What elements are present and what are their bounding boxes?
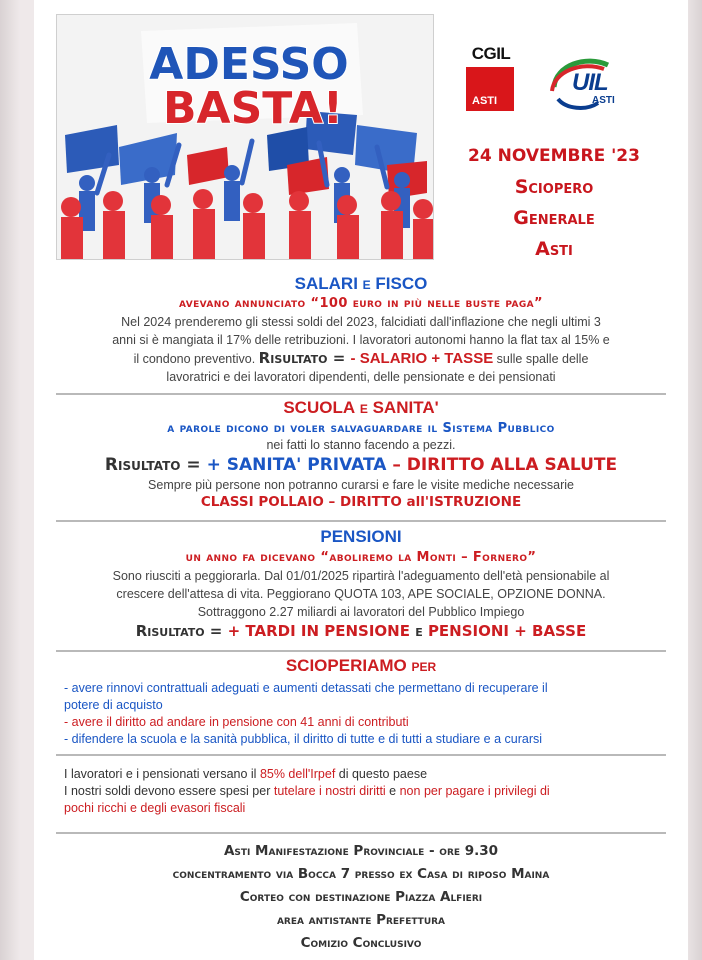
pensioni-subtitle: un anno fa dicevano “aboliremo la Monti – Fornero” [185,550,537,565]
divider-3 [56,650,666,652]
scuola-result-d: DIRITTO ALLA SALUTE [406,455,618,475]
scuola-result-label: Risultato = [104,455,207,475]
irpef-line-2 [64,783,664,800]
event-date: 24 NOVEMBRE '23 [468,146,640,166]
event-line-3: Asti [535,238,573,260]
scioperiamo-item-3: - difendere la scuola e la sanità pubblica, il diritto di tutte e di tutti a studiare e a curarsi [64,732,543,746]
pensioni-result-label: Risultato = [135,622,228,640]
scioperiamo-item-1b: potere di acquisto [64,698,163,712]
cgil-logo-box [466,67,514,111]
cgil-logo-name: CGIL [471,44,511,63]
manifestazione-line-2: concentramento via Bocca 7 presso ex Casa di riposo Maina [172,866,550,882]
event-line-2: Generale [513,207,595,229]
pensioni-result-c: e [409,622,428,640]
salari-body-3 [34,349,688,368]
crowd-illustration [57,15,433,259]
manifestazione-line-1: Asti Manifestazione Provinciale - ore 9.30 [223,843,499,859]
salari-body-3d: sulle spalle delle [493,352,589,366]
irpef-line-2c: e [385,784,400,798]
irpef-line-2a: I nostri soldi devono essere spesi per [64,784,274,798]
scioperiamo-item-2: - avere il diritto ad andare in pensione con 41 anni di contributi [64,715,409,729]
scuola-subtitle: a parole dicono di voler salvaguardare il Sistema Pubblico [167,421,555,436]
scuola-title [34,398,688,418]
scuola-result-c: – [386,455,407,475]
irpef-line-1c: di questo paese [335,767,428,781]
scuola-section [34,398,688,510]
salari-body-3a: il condono preventivo. [133,352,259,366]
hero-illustration [56,14,434,260]
scioperiamo-list [64,680,664,748]
scuola-title-a: SCUOLA [283,398,356,417]
event-title [444,172,664,265]
scuola-title-b: e [355,398,373,417]
scuola-result-b: + SANITA' PRIVATA [206,455,387,475]
event-line-1: Sciopero [514,176,594,198]
uil-logo-name: UIL [572,69,608,96]
irpef-line-2b: tutelare i nostri diritti [273,784,386,798]
scioperiamo-title-b: per [406,656,437,675]
pensioni-body-1: Sono riusciti a peggiorarla. Dal 01/01/2025 ripartirà l'adeguamento dell'età pensionabile al [112,569,610,583]
irpef-block [64,766,664,817]
scuola-body-1: nei fatti lo stanno facendo a pezzi. [266,438,456,452]
manifestazione-block [34,840,688,955]
pensioni-result-b: + TARDI IN PENSIONE [227,622,410,640]
uil-logo-sub: ASTI [592,95,615,106]
divider-2 [56,520,666,522]
irpef-line-1b: 85% dell'Irpef [259,767,336,781]
divider-4 [56,754,666,756]
hero-title-line2: BASTA! [163,83,343,134]
irpef-line-1a: I lavoratori e i pensionati versano il [64,767,260,781]
scuola-body-3: CLASSI POLLAIO – DIRITTO all'ISTRUZIONE [200,494,522,510]
manifestazione-line-5: Comizio Conclusivo [300,935,422,951]
salari-body-1: Nel 2024 prenderemo gli stessi soldi del 2023, falcidiati dall'inflazione che negli ultimi 3 [121,315,601,329]
salari-body-4: lavoratrici e dei lavoratori dipendenti, delle pensionate e dei pensionati [166,370,556,384]
scuola-body-2: Sempre più persone non potranno curarsi e fare le visite mediche necessarie [148,478,574,492]
salari-body-2: anni si è mangiata il 17% delle retribuzioni. I lavoratori autonomi hanno la flat tax al 15% e [112,333,610,347]
flyer-page [34,0,688,960]
salari-subtitle: avevano annunciato “100 euro in più nelle buste paga” [179,296,543,311]
scioperiamo-title [34,656,688,676]
salari-result-label: Risultato = [258,349,351,367]
pensioni-body-2: crescere dell'attesa di vita. Peggiorano QUOTA 103, APE SOCIALE, OPZIONE DONNA. [116,587,606,601]
manifestazione-line-3: Corteo con destinazione Piazza Alfieri [239,889,483,905]
salari-section [34,274,688,386]
scuola-title-c: SANITA' [372,398,439,417]
cgil-logo [466,45,516,115]
irpef-line-3: pochi ricchi e degli evasori fiscali [64,801,246,815]
irpef-line-2d: non per pagare i privilegi di [399,784,550,798]
salari-title-c: FISCO [375,274,428,293]
pensioni-section [34,527,688,640]
salari-title [34,274,688,294]
scuola-result [34,455,688,475]
uil-logo [546,55,626,115]
pensioni-result [34,622,688,640]
scioperiamo-item-1: - avere rinnovi contrattuali adeguati e aumenti detassati che permettano di recuperare il [64,681,548,695]
manifestazione-line-4: area antistante Prefettura [276,912,446,928]
hero-title-line1: ADESSO [149,39,349,90]
salari-title-a: SALARI [294,274,358,293]
cgil-logo-sub: ASTI [472,95,498,107]
salari-result-value: - SALARIO + TASSE [350,350,494,367]
pensioni-body-3: Sottraggono 2.27 miliardi ai lavoratori del Pubblico Impiego [197,605,525,619]
irpef-line-1 [64,766,664,783]
divider-1 [56,393,666,395]
pensioni-result-d: PENSIONI + BASSE [427,622,587,640]
divider-5 [56,832,666,834]
scioperiamo-title-a: SCIOPERIAMO [285,656,407,675]
salari-title-b: e [357,274,376,293]
pensioni-title: PENSIONI [320,527,402,546]
